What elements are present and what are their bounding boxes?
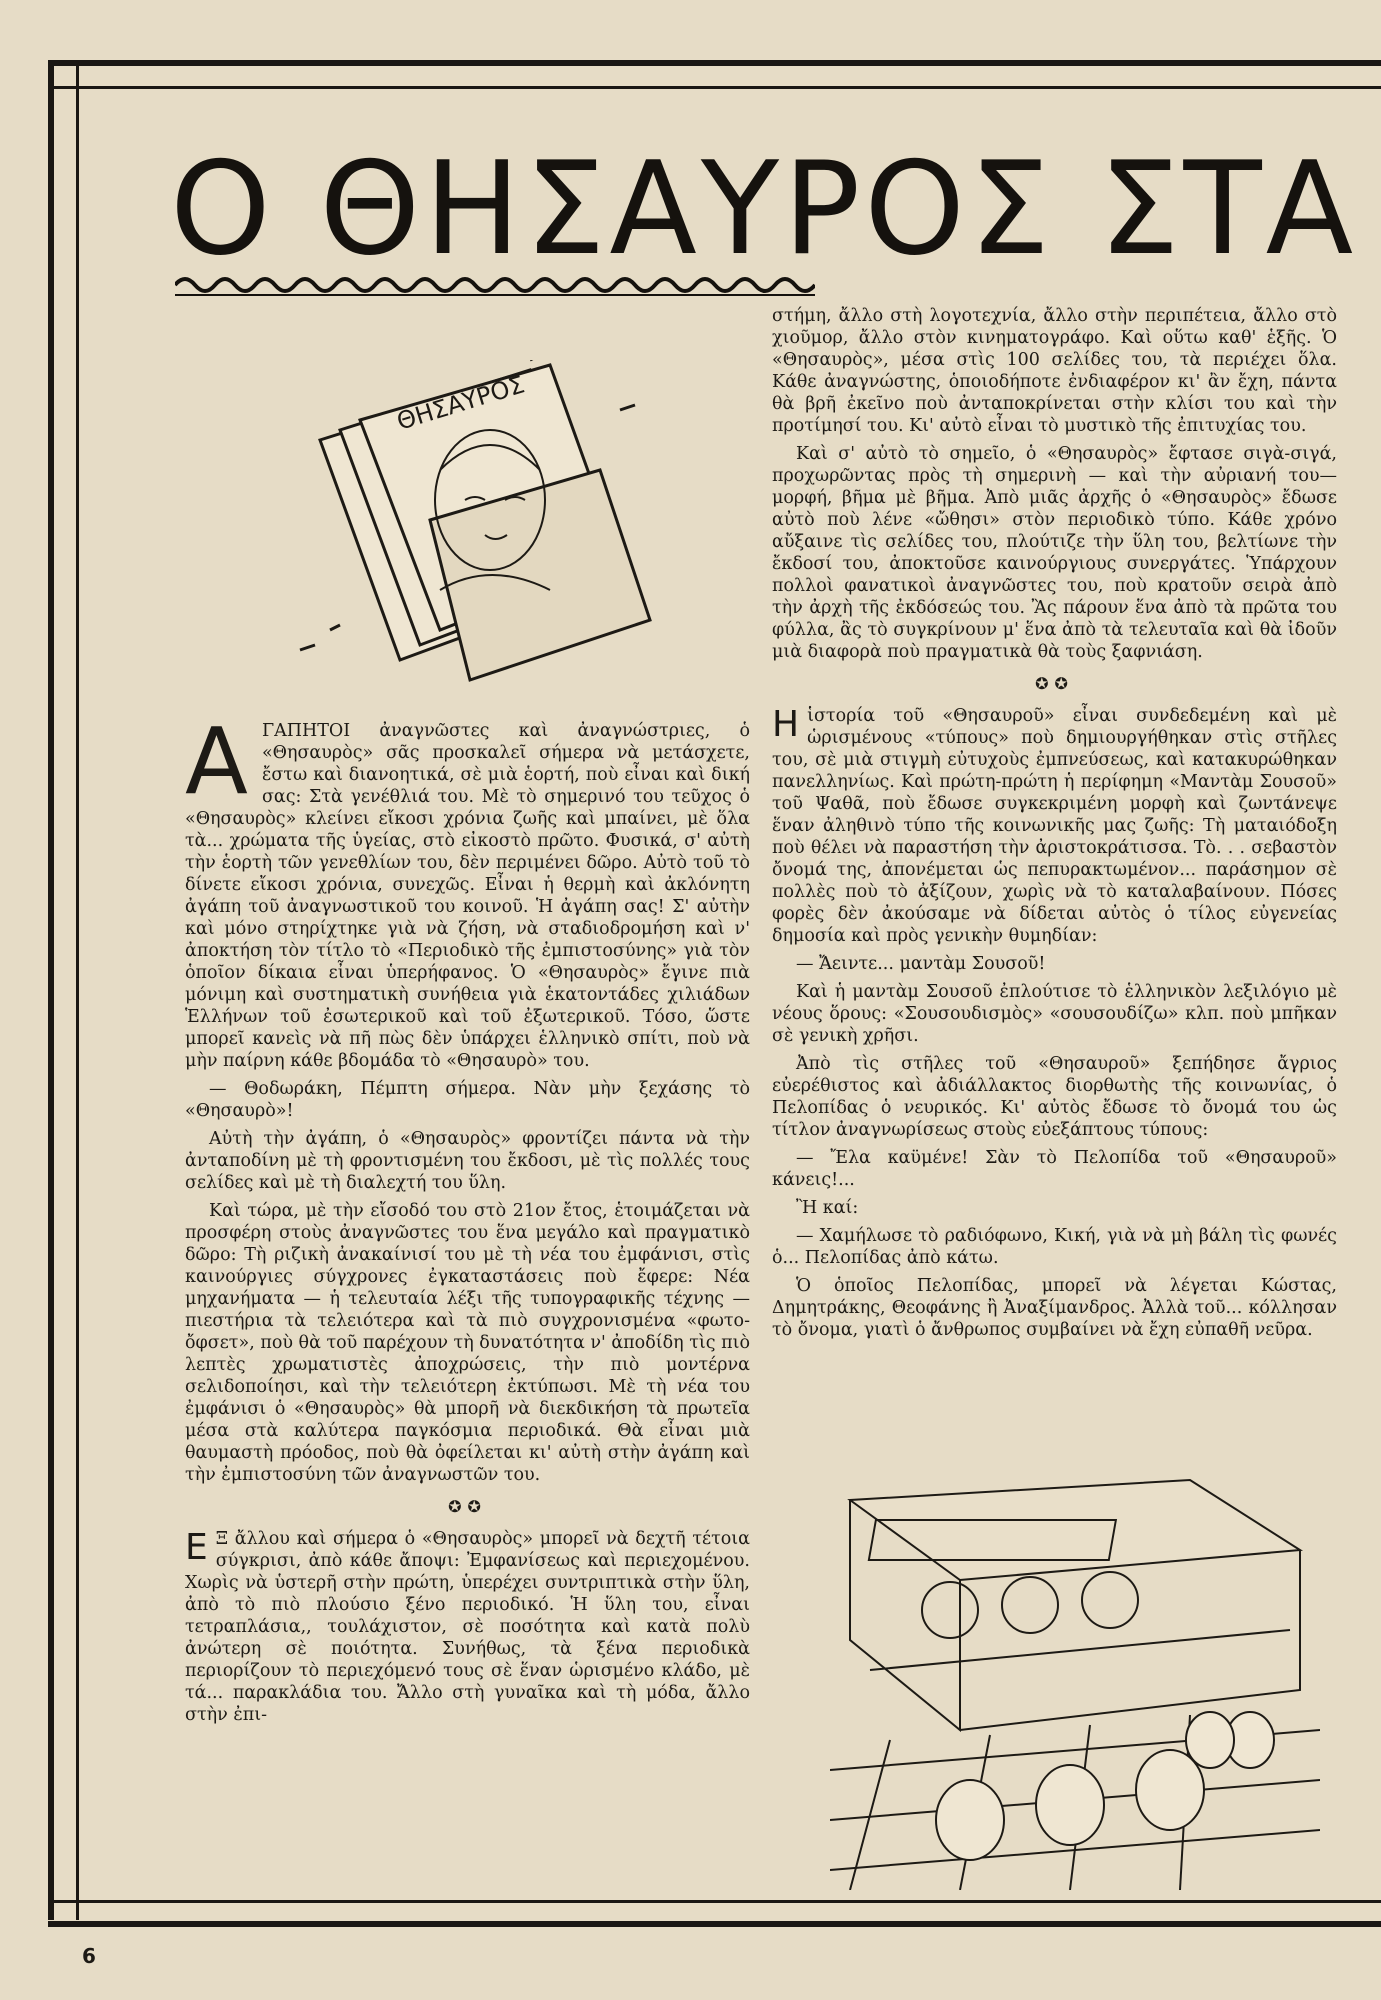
paragraph: — Ἄειντε... μαντὰμ Σουσοῦ! bbox=[796, 954, 1046, 974]
section-divider-stars: ✪✪ bbox=[448, 1497, 487, 1516]
paragraph: Καὶ τώρα, μὲ τὴν εἴσοδό του στὸ 21ον ἔτος, ἑτοιμάζεται νὰ προσφέρη στοὺς ἀναγνῶστες του ἕνα μεγάλο καὶ πραγματικὸ δῶρο: Τὴ ριζικὴ ἀνακαίνισί του μὲ τὴ νέα του ἐμφάνισι, στὶς καινούργιες σύγχρονες ἐγκαταστάσεις ποὺ ἔφερε: Νέα μηχανήματα — ἡ τελευταία λέξι τῆς τυπογραφικῆς τέχνης — πιεστήρια τὰ τελειότερα καὶ τὰ πιὸ συγχρονισμένα «φωτο-ὄφσετ», ποὺ θὰ τοῦ παρέχουν τὴ δυνατότητα ν' ἀποδίδη τὶς πιὸ λεπτὲς χρωματιστὲς ἀποχρώσεις, τὴν πιὸ μοντέρνα σελιδοποίησι, καὶ τὴν τελειότερη ἐκτύπωσι. Μὲ τὴ νέα του ἐμφάνισι ὁ «Θησαυρὸς» θὰ μπορῆ νὰ διεκδικήση τὰ πρωτεῖα μέσα στὰ καλύτερα παγκόσμια περιοδικά. Θὰ εἶναι μιὰ θαυμαστὴ πρόοδος, ποὺ θὰ ὀφείλεται κι' αὐτὴ στὴν ἀγάπη καὶ τὴν ἐμπιστοσύνη τῶν ἀναγνωστῶν του. bbox=[185, 1201, 750, 1485]
drop-cap-epsilon: Ε bbox=[185, 1527, 208, 1568]
paragraph: ΓΑΠΗΤΟΙ ἀναγνῶστες καὶ ἀναγνώστριες, ὁ «Θησαυρὸς» σᾶς προσκαλεῖ σήμερα νὰ μετάσχετε, ἔστω καὶ διανοητικά, σὲ μιὰ ἑορτή, ποὺ εἶναι καὶ δική σας: Στὰ γενέθλιά του. Μὲ τὸ σημερινό του τεῦχος ὁ «Θησαυρὸς» κλείνει εἴκοσι χρόνια ζωῆς καὶ μπαίνει, μὲ ὅλα τὰ... χρώματα τῆς ὑγείας, στὸ εἰκοστὸ πρῶτο. Φυσικά, σ' αὐτὴ τὴν ἑορτὴ τῶν γενεθλίων του, δὲν περιμένει δῶρο. Αὐτὸ τοῦ τὸ δίνετε εἴκοσι χρόνια, συνεχῶς. Εἶναι ἡ θερμὴ καὶ ἀκλόνητη ἀγάπη τοῦ ἀναγνωστικοῦ του κοινοῦ. Ἡ ἀγάπη σας! Σ' αὐτὴν καὶ μόνο στηρίχτηκε γιὰ νὰ ζήση, νὰ σταδιοδρομήση καὶ ν' ἀποκτήση τὸν τίτλο τὸ «Περιοδικὸ τῆς ἐμπιστοσύνης» γιὰ τὸν ὁποῖον δίκαια εἶναι ὑπερήφανος. Ὁ «Θησαυρὸς» ἔγινε πιὰ μόνιμη καὶ συστηματικὴ συνήθεια γιὰ ἑκατοντάδες χιλιάδων Ἑλλήνων τοῦ ἐσωτερικοῦ καὶ τοῦ ἐξωτερικοῦ. Τόσο, ὥστε μπορεῖ κανεὶς νὰ πῆ πὼς δὲν ὑπάρχει ἑλληνικὸ σπίτι, ποὺ νὰ μὴν παίρνη κάθε βδομάδα τὸ «Θησαυρὸ» του. bbox=[185, 721, 750, 1071]
title-wave-underline bbox=[175, 270, 815, 300]
paragraph: ἱστορία τοῦ «Θησαυροῦ» εἶναι συνδεδεμένη καὶ μὲ ὡρισμένους «τύπους» ποὺ δημιουργήθηκαν στὶς στῆλες του, σὲ μιὰ στιγμὴ εὐτυχοὺς ἐμπνεύσεως, καὶ κατακυρώθηκαν πανελληνίως. Καὶ πρώτη-πρώτη ἡ περίφημη «Μαντὰμ Σουσοῦ» τοῦ Ψαθᾶ, ποὺ ἔδωσε συγκεκριμένη μορφὴ καὶ ζωντάνεψε ἕναν ἀληθινὸ τύπο τῆς κοινωνικῆς μας ζωῆς: Τὴ ματαιόδοξη ποὺ θέλει νὰ παραστήση τὴν ἀριστοκράτισσα. Τὸ. . . σεβαστὸν ὄνομά της, ἀπονέμεται ὡς πεπυρακτωμένον... παράσημον σὲ πολλὲς ποὺ τὸ ἀξίζουν, χωρὶς νὰ τὸ καταλαβαίνουν. Πόσες φορὲς δὲν ἀκούσαμε νὰ δίδεται αὐτὸς ὁ τίλος εὐγενείας δημοσία καὶ πρὸς γενικὴν θυμηδίαν: bbox=[772, 706, 1337, 946]
page-border-top bbox=[48, 60, 1381, 89]
page-border-bottom bbox=[48, 1900, 1381, 1927]
paragraph: Καὶ ἡ μαντὰμ Σουσοῦ ἐπλούτισε τὸ ἑλληνικὸν λεξιλόγιο μὲ νέους ὅρους: «Σουσουδισμὸς» «σουσουδίζω» κλπ. ποὺ μπῆκαν σὲ γενικὴ χρῆσι. bbox=[772, 982, 1337, 1046]
paragraph: — Ἔλα καϋμένε! Σὰν τὸ Πελοπίδα τοῦ «Θησαυροῦ» κάνεις!... bbox=[772, 1148, 1337, 1190]
section-divider-stars: ✪✪ bbox=[1035, 674, 1074, 693]
drop-cap-eta: Η bbox=[772, 704, 800, 745]
article-column-right bbox=[772, 305, 1337, 1347]
paragraph: Αὐτὴ τὴν ἀγάπη, ὁ «Θησαυρὸς» φροντίζει πάντα νὰ τὴν ἀνταποδίνη μὲ τὴ φροντισμένη του ἔκδοσι, μὲ τὶς πολλές τους σελίδες καὶ μὲ τὴ διαλεχτή του ὕλη. bbox=[185, 1129, 750, 1193]
magazine-cover-title: ΘΗΣΑΥΡΟΣ bbox=[393, 370, 528, 436]
article-column-left bbox=[185, 708, 750, 1732]
paragraph: Καὶ σ' αὐτὸ τὸ σημεῖο, ὁ «Θησαυρὸς» ἔφτασε σιγὰ-σιγά, προχωρῶντας πρὸς τὴ σημερινὴ — καὶ τὴν αὐριανή του—μορφή, βῆμα μὲ βῆμα. Ἀπὸ μιᾶς ἀρχῆς ὁ «Θησαυρὸς» ἔδωσε αὐτὸ ποὺ λένε «ὤθησι» στὸν περιοδικὸ τύπο. Κάθε χρόνο αὔξαινε τὶς σελίδες του, πλούτιζε τὴν ὕλη του, βελτίωνε τὴν ἔκδοσί του, ἀποκτοῦσε καινούργιους συνεργάτες. Ὑπάρχουν πολλοὶ φανατικοὶ ἀναγνῶστες του, ποὺ κρατοῦν σειρὰ ἀπὸ τὴν ἀρχὴ τῆς ἐκδόσεώς του. Ἂς πάρουν ἕνα ἀπὸ τὰ πρῶτα του φύλλα, ἂς τὸ συγκρίνουν μ' ἕνα ἀπὸ τὰ τελευταῖα καὶ θὰ ἰδοῦν μιὰ διαφορὰ ποὺ πραγματικὰ θὰ τοὺς ξαφνιάση. bbox=[772, 444, 1337, 662]
magazines-illustration bbox=[290, 360, 670, 690]
page-number: 6 bbox=[82, 1944, 96, 1968]
paragraph: Ἀπὸ τὶς στῆλες τοῦ «Θησαυροῦ» ξεπήδησε ἄγριος εὐερέθιστος καὶ ἀδιάλλακτος διορθωτὴς τῆς κοινωνίας, ὁ Πελοπίδας ὁ νευρικός. Κι' αὐτὸς ἔδωσε τὸ ὄνομά του ὡς τίτλον ἀναγνωρίσεως στοὺς εὐεξάπτους τύπους: bbox=[772, 1054, 1337, 1140]
drop-cap-alpha: Α bbox=[185, 708, 248, 815]
paragraph: Ἢ καί: bbox=[796, 1198, 859, 1218]
paragraph: Ξ ἄλλου καὶ σήμερα ὁ «Θησαυρὸς» μπορεῖ νὰ δεχτῆ τέτοια σύγκρισι, ἀπὸ κάθε ἄποψι: Ἐμφανίσεως καὶ περιεχομένου. Χωρὶς νὰ ὑστερῆ στὴν πρώτη, ὑπερέχει συντριπτικὰ στὴν ὕλη, ἀπὸ τὸ πιὸ πλούσιο ξένο περιοδικό. Ἡ ὕλη του, εἶναι τετραπλάσια,, τουλάχιστον, σὲ ποσότητα καὶ κατὰ πολὺ ἀνώτερη σὲ ποιότητα. Συνήθως, τὰ ξένα περιοδικὰ περιορίζουν τὸ περιεχόμενό τους σὲ ἕναν ὡρισμένο κλάδο, μὲ τά... παρακλάδια του. Ἄλλο στὴ γυναῖκα καὶ τὴ μόδα, ἄλλο στὴν ἐπι- bbox=[185, 1529, 750, 1725]
paragraph: — Χαμήλωσε τὸ ραδιόφωνο, Κική, γιὰ νὰ μὴ βάλη τὶς φωνές ὁ... Πελοπίδας ἀπὸ κάτω. bbox=[772, 1226, 1337, 1268]
paragraph: — Θοδωράκη, Πέμπτη σήμερα. Νὰν μὴν ξεχάσης τὸ «Θησαυρὸ»! bbox=[185, 1079, 750, 1121]
paragraph: Ὁ ὁποῖος Πελοπίδας, μπορεῖ νὰ λέγεται Κώστας, Δημητράκης, Θεοφάνης ἢ Ἀναξίμανδρος. Ἀλλὰ τοῦ... κόλλησαν τὸ ὄνομα, γιατὶ ὁ ἄνθρωπος συμβαίνει νὰ ἔχη εὐπαθῆ νεῦρα. bbox=[772, 1276, 1337, 1340]
page-title: Ο ΘΗΣΑΥΡΟΣ ΣΤΑ bbox=[170, 135, 1358, 284]
page-border-left bbox=[48, 60, 79, 1920]
paragraph: στήμη, ἄλλο στὴ λογοτεχνία, ἄλλο στὴν περιπέτεια, ἄλλο στὸ χιοῦμορ, ἄλλο στὸν κινηματογράφο. Καὶ οὕτω καθ' ἑξῆς. Ὁ «Θησαυρὸς», μέσα στὶς 100 σελίδες του, τὰ περιέχει ὅλα. Κάθε ἀναγνώστης, ὁποιοδήποτε ἐνδιαφέρον κι' ἂν ἔχη, πάντα θὰ βρῆ ἐκεῖνο ποὺ ἀνταποκρίνεται στὴν κλίσι του καὶ τὴν προτίμησί του. Κι' αὐτὸ εἶναι τὸ μυστικὸ τῆς ἐπιτυχίας του. bbox=[772, 306, 1337, 436]
printing-press-illustration bbox=[830, 1440, 1320, 1890]
